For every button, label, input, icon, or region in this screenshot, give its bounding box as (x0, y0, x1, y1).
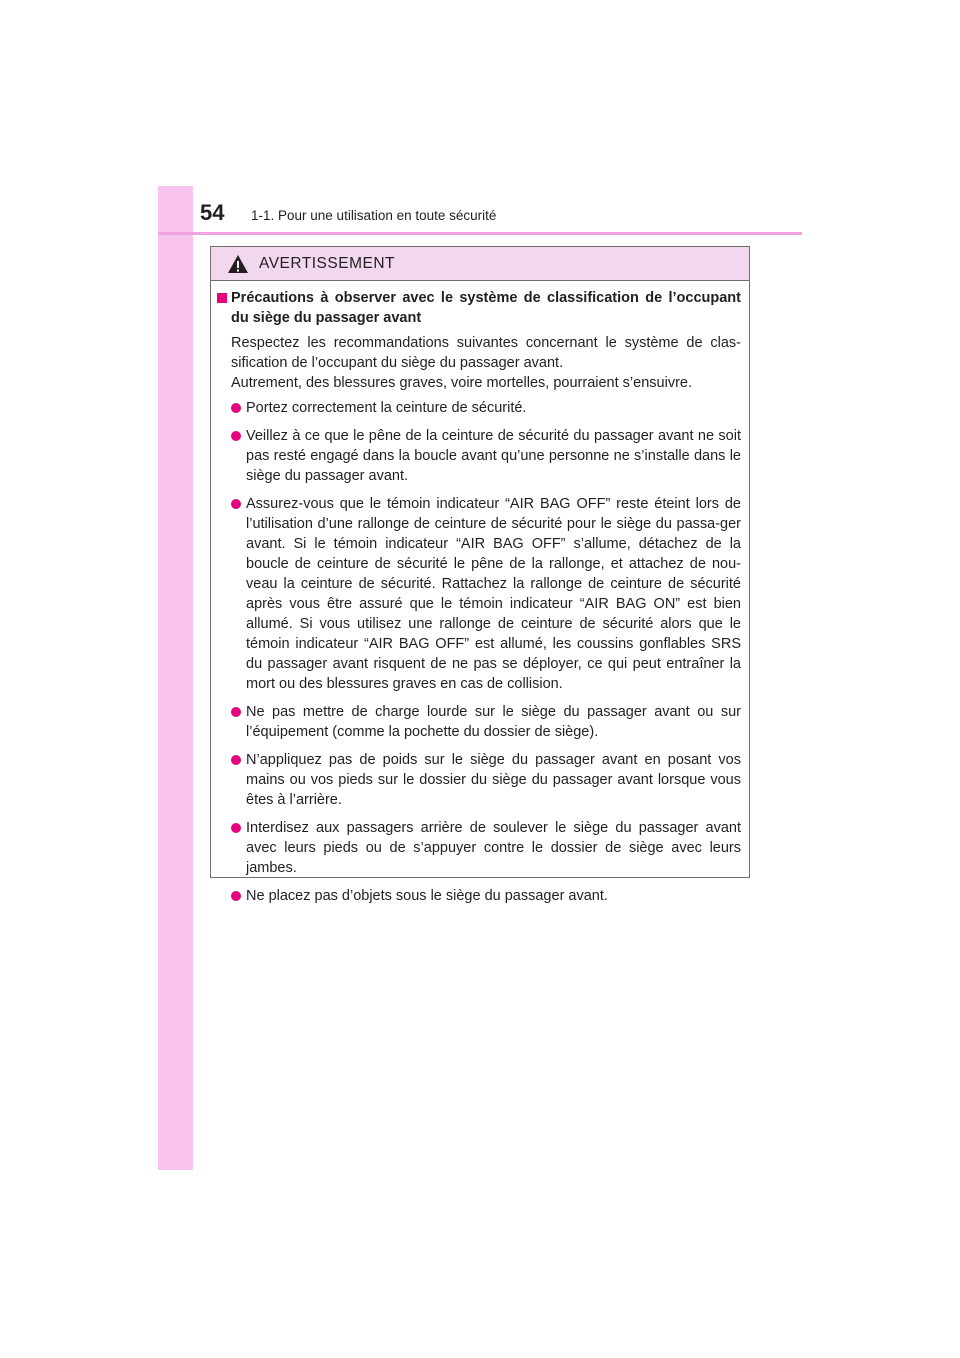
warning-header (211, 247, 749, 281)
section-title: Précautions à observer avec le système de classification de l’occupant du siège du passager avant (231, 290, 741, 326)
list-item-text: Assurez-vous que le témoin indicateur “AIR BAG OFF” reste éteint lors de l’utilisation d’une rallonge de ceinture de sécurité pour le siège du passa-ger avant. Si le témoin indicateur “AIR BAG OFF” s’allume, détachez de la boucle de ceinture de sécurité le pêne de la rallonge, et attachez de nou-veau la ceinture de sécurité. Rattachez la rallonge de ceinture de sécurité après vous être assuré que le témoin indicateur “AIR BAG ON” est bien allumé. Si vous utilisez une rallonge de ceinture de sécurité alors que le témoin indicateur “AIR BAG OFF” est allumé, les coussins gonflables SRS du passager avant risquent de ne pas se déployer, ce qui peut entraîner la mort ou des blessures graves en cas de collision. (246, 496, 741, 692)
section-heading (217, 288, 741, 328)
circle-bullet-icon (231, 403, 241, 413)
circle-bullet-icon (231, 755, 241, 765)
list-item-text: Portez correctement la ceinture de sécurité. (246, 400, 527, 416)
list-item (231, 750, 741, 810)
list-item (231, 398, 741, 418)
circle-bullet-icon (231, 431, 241, 441)
section-running-head: 1-1. Pour une utilisation en toute sécurité (251, 208, 497, 223)
circle-bullet-icon (231, 499, 241, 509)
header-rule (158, 232, 802, 235)
warning-body (211, 281, 749, 906)
list-item-text: Ne placez pas d’objets sous le siège du passager avant. (246, 888, 608, 904)
intro-paragraph: Respectez les recommandations suivantes concernant le système de clas-sification de l’occupant du siège du passager avant. (231, 335, 741, 371)
circle-bullet-icon (231, 891, 241, 901)
list-item-text: N’appliquez pas de poids sur le siège du passager avant en posant vos mains ou vos pieds sur le dossier du siège du passager avant lorsque vous êtes à l’arrière. (246, 752, 741, 808)
page-number: 54 (200, 200, 225, 225)
warning-box (210, 246, 750, 904)
list-item (231, 818, 741, 878)
square-bullet-icon (217, 293, 227, 303)
warning-title: AVERTISSEMENT (259, 254, 395, 272)
warning-triangle-icon (227, 254, 249, 274)
list-item (231, 426, 741, 486)
circle-bullet-icon (231, 707, 241, 717)
list-item-text: Ne pas mettre de charge lourde sur le siège du passager avant ou sur l’équipement (comme la pochette du dossier de siège). (246, 704, 741, 740)
list-item (231, 494, 741, 694)
list-item-text: Veillez à ce que le pêne de la ceinture de sécurité du passager avant ne soit pas resté engagé dans la boucle avant qu’une personne ne s’installe dans le siège du passager avant. (246, 428, 741, 484)
list-item (231, 702, 741, 742)
list-item (231, 886, 741, 906)
circle-bullet-icon (231, 823, 241, 833)
precaution-list (231, 398, 741, 906)
intro-paragraph-consequence: Autrement, des blessures graves, voire mortelles, pourraient s’ensuivre. (231, 375, 692, 391)
list-item-text: Interdisez aux passagers arrière de soulever le siège du passager avant avec leurs pieds ou de s’appuyer contre le dossier de siège avec leurs jambes. (246, 820, 741, 876)
chapter-side-strip (158, 186, 193, 1170)
